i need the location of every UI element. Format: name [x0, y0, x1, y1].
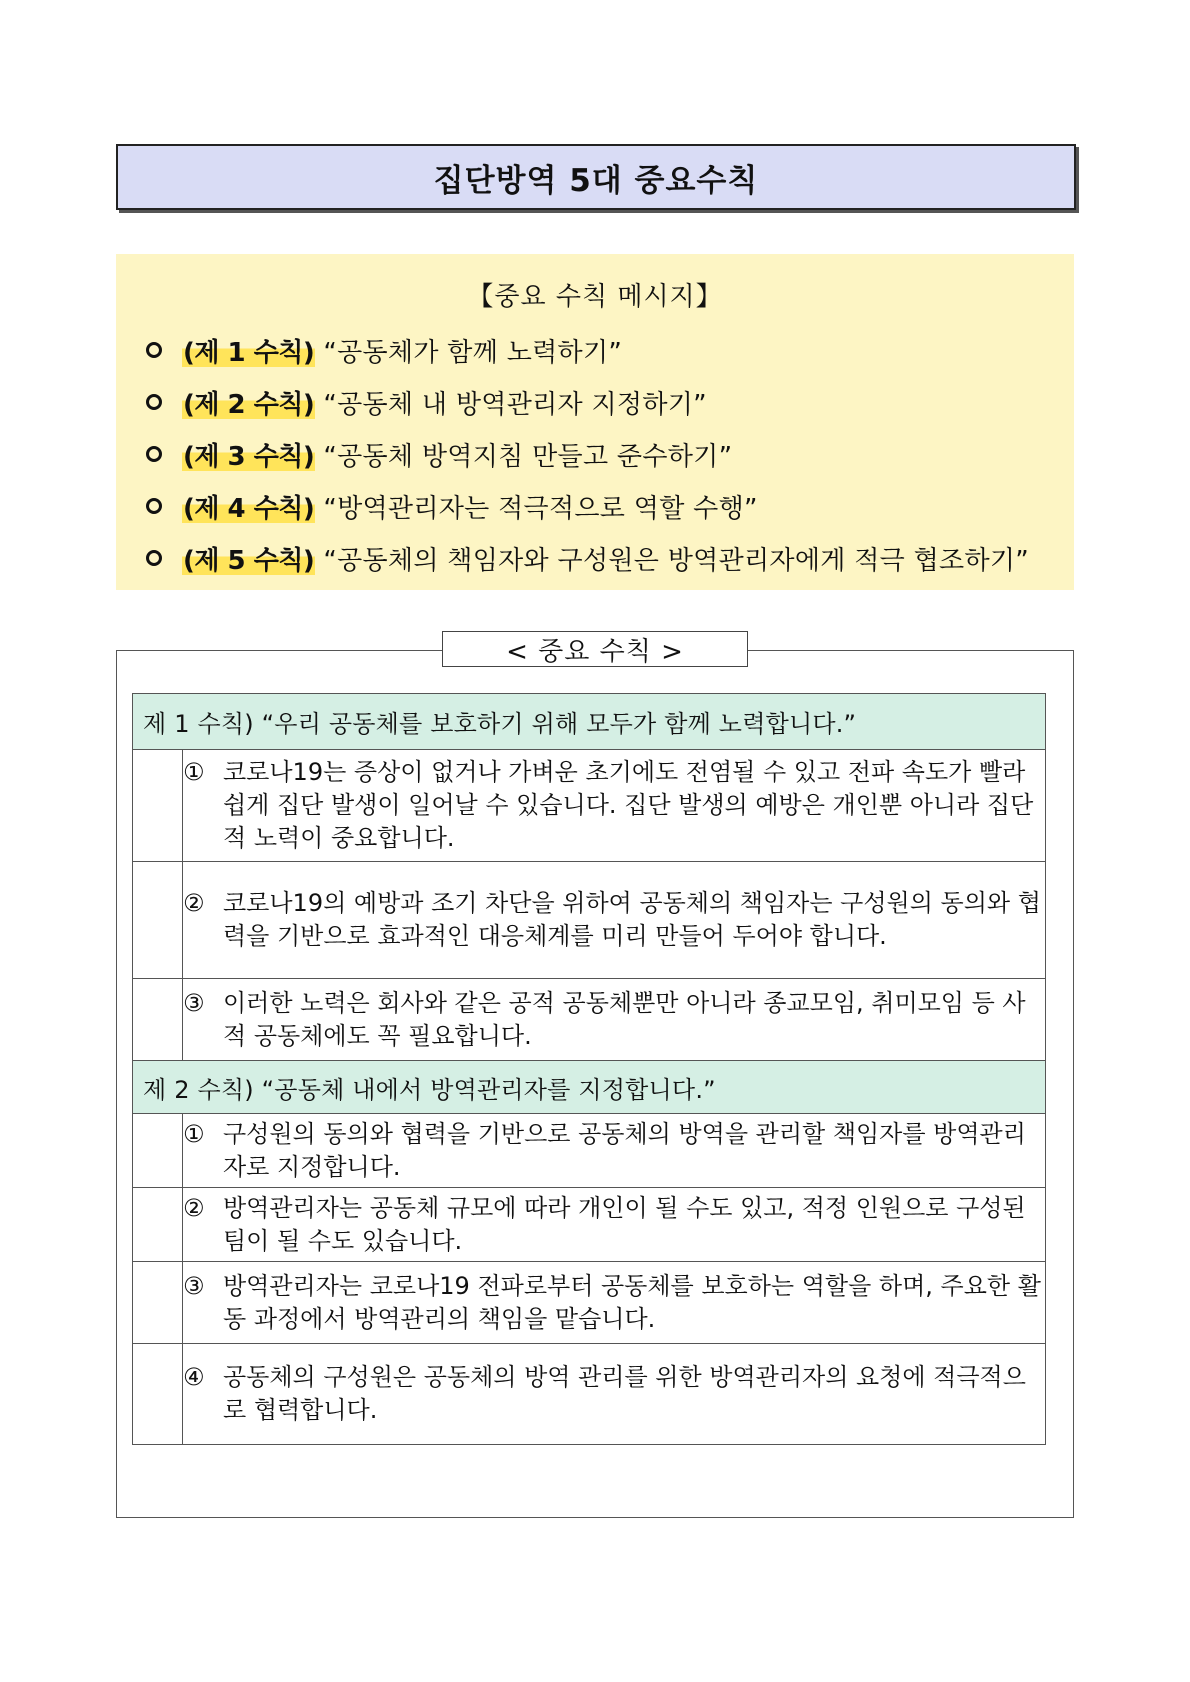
- row-spacer: [133, 1344, 183, 1445]
- rule2-item-1: [183, 1114, 1046, 1188]
- rule2-item-4: [183, 1344, 1046, 1445]
- rule1-item-2: [183, 862, 1046, 979]
- rule-text: “공동체의 책임자와 구성원은 방역관리자에게 적극 협조하기”: [323, 545, 1030, 576]
- row-spacer: [133, 862, 183, 979]
- page-title: 집단방역 5대 중요수칙: [433, 162, 759, 199]
- rule2-heading: 제 2 수칙) “공동체 내에서 방역관리자를 지정합니다.”: [133, 1061, 1046, 1114]
- item-text: 코로나19의 예방과 조기 차단을 위하여 공동체의 책임자는 구성원의 동의와 협력을 기반으로 효과적인 대응체계를 미리 만들어 두어야 합니다.: [223, 889, 1041, 950]
- circle-bullet-icon: [146, 342, 162, 358]
- item-number: ②: [183, 1193, 205, 1222]
- message-box-heading: 【중요 수칙 메시지】: [467, 282, 723, 312]
- rule1-item-1: [183, 750, 1046, 862]
- item-number: ③: [183, 1271, 205, 1300]
- table-row: [133, 862, 1046, 979]
- row-spacer: [133, 1188, 183, 1262]
- item-text: 이러한 노력은 회사와 같은 공적 공동체뿐만 아니라 종교모임, 취미모임 등 사적 공동체에도 꼭 필요합니다.: [223, 988, 1026, 1050]
- rule1-heading-row: [133, 694, 1046, 750]
- rule2-item-3: [183, 1262, 1046, 1344]
- rule2-heading-row: [133, 1061, 1046, 1114]
- item-text: 코로나19는 증상이 없거나 가벼운 초기에도 전염될 수 있고 전파 속도가 빨라 쉽게 집단 발생이 일어날 수 있습니다. 집단 발생의 예방은 개인뿐 아니라 집단적 노력이 중요합니다.: [223, 758, 1034, 852]
- item-number: ②: [183, 889, 205, 917]
- item-text: 방역관리자는 공동체 규모에 따라 개인이 될 수도 있고, 적정 인원으로 구성된 팀이 될 수도 있습니다.: [223, 1193, 1026, 1255]
- table-row: [133, 750, 1046, 862]
- item-text: 공동체의 구성원은 공동체의 방역 관리를 위한 방역관리자의 요청에 적극적으로 협력합니다.: [223, 1363, 1026, 1424]
- row-spacer: [133, 750, 183, 862]
- table-row: [133, 1188, 1046, 1262]
- message-item: [146, 324, 1029, 376]
- message-item: [146, 480, 1029, 532]
- item-text: 방역관리자는 코로나19 전파로부터 공동체를 보호하는 역할을 하며, 주요한 활동 과정에서 방역관리의 책임을 맡습니다.: [223, 1271, 1041, 1333]
- table-row: [133, 1114, 1046, 1188]
- rule-text: “공동체 방역지침 만들고 준수하기”: [323, 441, 733, 472]
- circle-bullet-icon: [146, 394, 162, 410]
- table-row: [133, 1262, 1046, 1344]
- row-spacer: [133, 979, 183, 1061]
- rule2-item-2: [183, 1188, 1046, 1262]
- item-number: ④: [183, 1363, 205, 1391]
- circle-bullet-icon: [146, 498, 162, 514]
- item-number: ①: [183, 758, 205, 786]
- message-box: [116, 254, 1074, 590]
- rule-tag: (제 2 수칙): [182, 384, 315, 421]
- message-list: [146, 324, 1029, 584]
- message-item: [146, 428, 1029, 480]
- rules-frame-label: < 중요 수칙 >: [442, 631, 748, 667]
- item-number: ①: [183, 1119, 205, 1148]
- rule-tag: (제 1 수칙): [182, 332, 315, 369]
- title-box: [116, 144, 1076, 210]
- circle-bullet-icon: [146, 550, 162, 566]
- rule1-item-3: [183, 979, 1046, 1061]
- message-item: [146, 532, 1029, 584]
- rule-text: “공동체 내 방역관리자 지정하기”: [323, 389, 707, 420]
- item-number: ③: [183, 988, 205, 1017]
- row-spacer: [133, 1262, 183, 1344]
- circle-bullet-icon: [146, 446, 162, 462]
- table-row: [133, 1344, 1046, 1445]
- message-item: [146, 376, 1029, 428]
- item-text: 구성원의 동의와 협력을 기반으로 공동체의 방역을 관리할 책임자를 방역관리자로 지정합니다.: [223, 1119, 1026, 1181]
- rule-tag: (제 4 수칙): [182, 488, 315, 525]
- rule-text: “공동체가 함께 노력하기”: [323, 337, 623, 368]
- rule-text: “방역관리자는 적극적으로 역할 수행”: [323, 493, 758, 524]
- rules-table: [132, 693, 1046, 1445]
- rule-tag: (제 3 수칙): [182, 436, 315, 473]
- table-row: [133, 979, 1046, 1061]
- rule1-heading: 제 1 수칙) “우리 공동체를 보호하기 위해 모두가 함께 노력합니다.”: [133, 694, 1046, 750]
- rule-tag: (제 5 수칙): [182, 540, 315, 577]
- row-spacer: [133, 1114, 183, 1188]
